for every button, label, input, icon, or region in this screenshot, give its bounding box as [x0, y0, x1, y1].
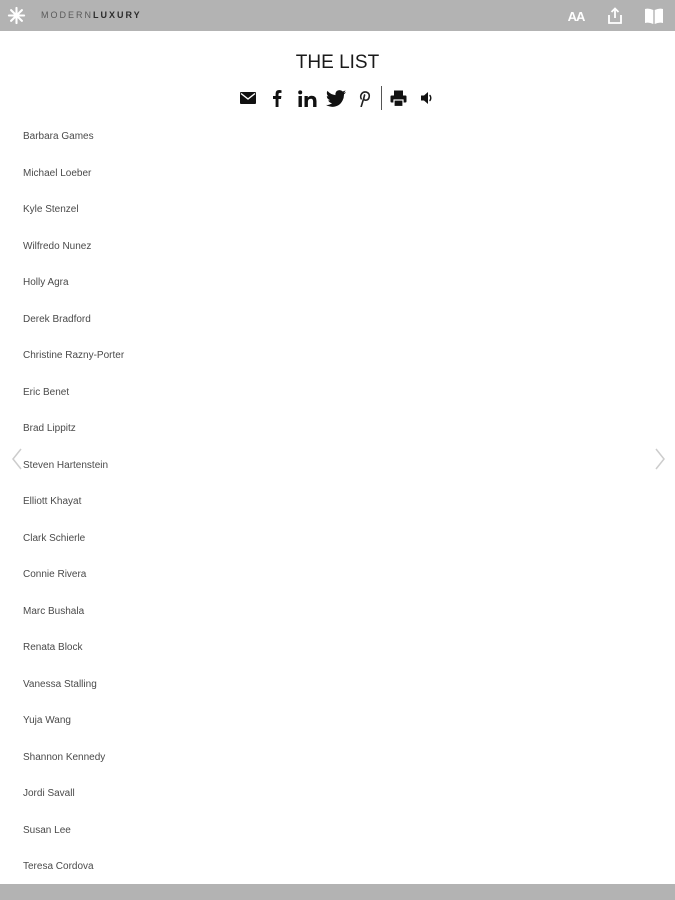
list-item: Brad Lippitz	[23, 423, 76, 434]
sun-burst-icon	[7, 6, 26, 25]
bottom-toolbar	[0, 884, 675, 900]
list-item: Renata Block	[23, 642, 83, 653]
mail-icon[interactable]	[239, 87, 257, 109]
list-item: Yuja Wang	[23, 715, 71, 726]
font-size-icon: AA	[567, 8, 585, 24]
font-size-button[interactable]	[566, 6, 586, 26]
brand-logo-bold: LUXURY	[93, 10, 142, 20]
list-item: Kyle Stenzel	[23, 204, 79, 215]
library-button[interactable]	[644, 6, 664, 26]
list-item: Connie Rivera	[23, 569, 87, 580]
book-icon	[644, 7, 664, 25]
list-item: Vanessa Stalling	[23, 678, 97, 690]
linkedin-icon[interactable]	[296, 87, 318, 109]
share-icon	[606, 7, 624, 25]
list-item: Elliott Khayat	[23, 496, 82, 507]
chevron-right-icon[interactable]	[653, 447, 667, 471]
list-item: Steven Hartenstein	[23, 459, 109, 471]
list-item: Holly Agra	[23, 277, 69, 288]
list-item: Marc Bushala	[23, 605, 85, 617]
top-toolbar	[0, 0, 675, 31]
share-button[interactable]	[605, 6, 625, 26]
name-list	[23, 130, 124, 897]
facebook-icon[interactable]	[270, 87, 284, 109]
list-item: Shannon Kennedy	[23, 751, 106, 763]
list-item: Susan Lee	[23, 824, 71, 836]
list-item: Teresa Cordova	[23, 861, 94, 872]
print-icon[interactable]	[389, 87, 407, 109]
brand-logo	[41, 10, 142, 21]
list-item: Clark Schierle	[23, 532, 86, 544]
page-title: THE LIST	[295, 52, 380, 73]
speaker-icon[interactable]	[419, 87, 435, 109]
brand-logo-light: MODERN	[41, 10, 93, 20]
list-item: Christine Razny-Porter	[23, 350, 125, 361]
list-item: Michael Loeber	[23, 167, 92, 179]
list-item: Jordi Savall	[23, 788, 75, 799]
share-toolbar-divider	[381, 86, 382, 110]
list-item: Eric Benet	[23, 386, 70, 398]
pinterest-icon[interactable]	[355, 87, 373, 109]
list-item: Barbara Games	[23, 131, 94, 142]
chevron-left-icon[interactable]	[10, 447, 24, 471]
twitter-icon[interactable]	[325, 87, 347, 109]
list-item: Wilfredo Nunez	[23, 240, 92, 252]
list-item: Derek Bradford	[23, 313, 91, 325]
